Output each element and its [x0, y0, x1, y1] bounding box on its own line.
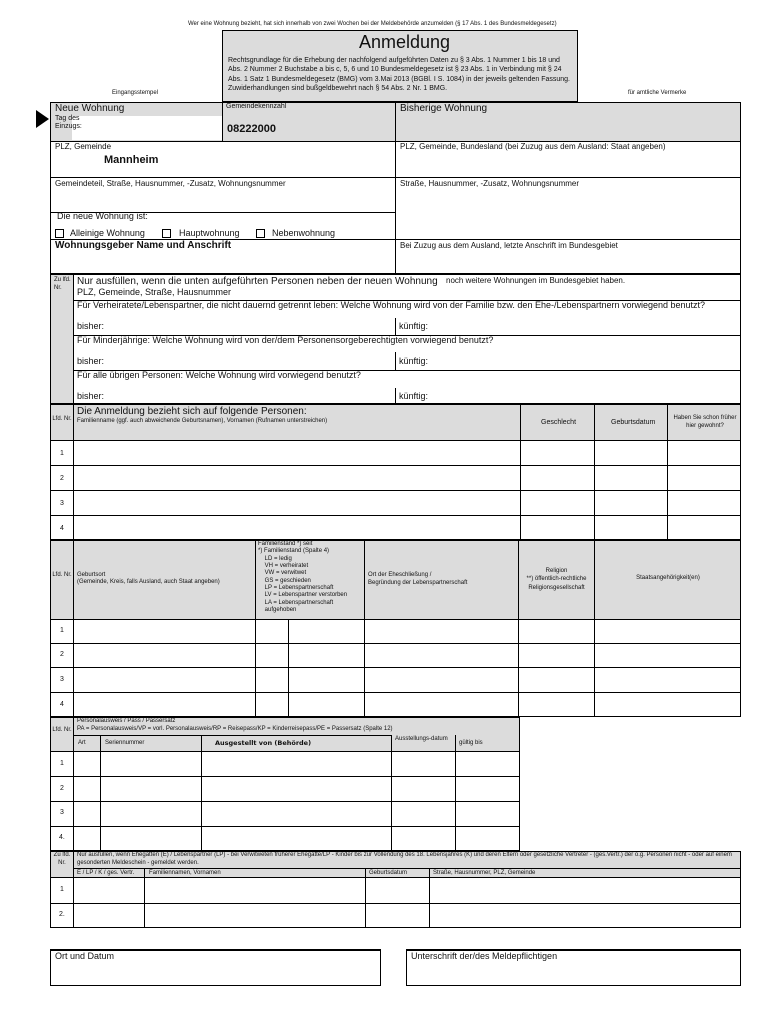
- geburt-row-number: 2: [60, 651, 64, 658]
- neue-wohnung-ist-label: Die neue Wohnung ist:: [57, 211, 148, 221]
- ausweis-lfd-nr: Lfd. Nr.: [52, 727, 72, 733]
- vertreter-row-number: 1: [60, 886, 64, 893]
- ausweis-row-number: 4.: [59, 834, 65, 841]
- personen-title: Die Anmeldung bezieht sich auf folgende Personen:: [77, 406, 307, 417]
- vertreter-col3: Geburtsdatum: [369, 870, 408, 876]
- alleinige-wohnung-checkbox[interactable]: [55, 229, 64, 238]
- neue-wohnung-label: Neue Wohnung: [55, 103, 125, 114]
- personen-subtitle: Familienname (ggf. auch abweichende Geburtsnamen), Vornamen (Rufnamen unterstreichen): [77, 418, 328, 424]
- vertreter-zu-lfd-nr: Zu lfd. Nr.: [53, 852, 71, 866]
- geschlecht-header: Geschlecht: [541, 419, 577, 426]
- plz-strasse-label: PLZ, Gemeinde, Straße, Hausnummer: [77, 287, 232, 297]
- zu-lfd-nr-label: Zu lfd. Nr.: [54, 277, 71, 291]
- religion-header: Religion **) öffentlich-rechtliche Religionsgesellschaft: [526, 568, 587, 591]
- seriennummer-header: Seriennummer: [105, 740, 145, 746]
- geburtsort-header: Geburtsort: [77, 572, 106, 578]
- hauptwohnung-checkbox[interactable]: [162, 229, 171, 238]
- ausweis-row-number: 3: [60, 809, 64, 816]
- geburtsort-sub: (Gemeinde, Kreis, falls Ausland, auch Staat angeben): [77, 579, 220, 585]
- personen-row-number: 2: [60, 475, 64, 482]
- familienstand-header: Familienstand *) seit *) Familienstand (Spalte 4) LD = ledig VH = verheiratet VW = verwitwet GS = geschieden LP = Lebenspartnerschaft LV = Lebenspartner verstorben LA = Lebenspartnerschaft aufgehoben: [258, 541, 348, 613]
- nebenwohnung-checkbox[interactable]: [256, 229, 265, 238]
- neue-gemeinde-value[interactable]: Mannheim: [104, 154, 159, 166]
- ausweis-legend: PA = Personalausweis/VP = vorl. Personalausweis/RP = Reisepass/KP = Kinderreisepass/PE = Passersatz (Spalte 12): [77, 726, 393, 732]
- bisherige-plz-label: PLZ, Gemeinde, Bundesland (bei Zuzug aus dem Ausland: Staat angeben): [400, 142, 666, 151]
- wohnungsgeber-label: Wohnungsgeber Name und Anschrift: [55, 240, 232, 251]
- nur-ausfuellen-label: Nur ausfüllen, wenn die unten aufgeführten Personen neben der neuen Wohnung: [77, 276, 438, 287]
- gueltig-header: gültig bis: [459, 740, 483, 746]
- ausgestellt-header: Ausgestellt von (Behörde): [215, 739, 312, 747]
- geburt-lfd-nr: Lfd. Nr.: [52, 572, 72, 578]
- geburt-row-number: 1: [60, 627, 64, 634]
- bisherige-strasse-label: Straße, Hausnummer, -Zusatz, Wohnungsnummer: [400, 179, 580, 188]
- vertreter-col2: Familiennamen, Vornamen: [149, 870, 221, 876]
- staatsangehoerigkeit-header: Staatsangehörigkeit(en): [636, 575, 700, 581]
- ort-ehe-header: Ort der Eheschließung / Begründung der Lebenspartnerschaft: [368, 572, 468, 586]
- verheiratete-question: Für Verheiratete/Lebenspartner, die nicht dauernd getrennt leben: Welche Wohnung wird von der Familie bzw. den Ehe-/Lebenspartnern vorwiegend benutzt?: [77, 300, 706, 310]
- frueher-header: Haben Sie schon früher hier gewohnt?: [673, 415, 737, 430]
- geburt-row-number: 3: [60, 676, 64, 683]
- header-box: [222, 30, 578, 102]
- ausweis-row-number: 2: [60, 785, 64, 792]
- personen-row-number: 3: [60, 500, 64, 507]
- ausweis-row-number: 1: [60, 760, 64, 767]
- legal-text: Rechtsgrundlage für die Erhebung der nachfolgend aufgeführten Daten zu § 3 Abs. 1 Nummer 1 bis 18 und Abs. 2 Nummer 2 Buchstabe a bis c, 5, 6 und 10 Bundesmeldegesetz ist § 23 Abs. 1 in Verbindung mit § 24 Abs. 1 Satz 1 Bundesmeldegesetz (BMG) vom 3.Mai 2013 (BGBl. I S. 1084) in der jeweils geltenden Fassung. Zuwiderhandlungen sind bußgeldbewehrt nach § 54 Abs. 2 Nr. 1 BMG.: [228, 57, 571, 93]
- personen-lfd-nr: Lfd. Nr.: [52, 416, 72, 422]
- vermerke-label: für amtliche Vermerke: [628, 90, 687, 96]
- neue-strasse-label: Gemeindeteil, Straße, Hausnummer, -Zusatz, Wohnungsnummer: [55, 179, 286, 188]
- kuenftig-label-3: künftig:: [399, 391, 429, 401]
- ort-datum-label: Ort und Datum: [55, 951, 115, 961]
- kuenftig-label-2: künftig:: [399, 356, 429, 366]
- vertreter-col4: Straße, Hausnummer, PLZ, Gemeinde: [433, 870, 536, 876]
- tag-des-einzugs-label: Tag des Einzugs:: [55, 115, 82, 130]
- uebrige-question: Für alle übrigen Personen: Welche Wohnung wird vorwiegend benutzt?: [77, 370, 361, 380]
- ausland-label: Bei Zuzug aus dem Ausland, letzte Anschrift im Bundesgebiet: [400, 241, 618, 250]
- unterschrift-field[interactable]: [406, 949, 741, 986]
- vertreter-text: Nur ausfüllen, wenn Ehegatten (E) / Lebenspartner (LP) - bei Verwitweten früherer Ehegatte/LP - Kinder bis zur Vollendung des 18. Lebensjahres (K) und deren Eltern oder gesetzliche Vertreter - (ges.Vertr.) der o.g. Personen nicht - oder auf einem gesonderten Meldeschein - gemeldet werden.: [77, 852, 732, 866]
- nebenwohnung-label: Nebenwohnung: [272, 228, 336, 238]
- gemeindekennzahl-label: Gemeindekennzahl: [226, 103, 287, 110]
- personen-row-number: 4: [60, 525, 64, 532]
- hauptwohnung-label: Hauptwohnung: [179, 228, 240, 238]
- bisher-label-3: bisher:: [77, 391, 105, 401]
- nur-ausfuellen-suffix: noch weitere Wohnungen im Bundesgebiet haben.: [446, 276, 626, 285]
- bisherige-wohnung-label: Bisherige Wohnung: [400, 103, 488, 114]
- gemeindekennzahl-value[interactable]: 08222000: [227, 123, 276, 135]
- kuenftig-label-1: künftig:: [399, 321, 429, 331]
- arrow-marker-icon: [36, 110, 49, 128]
- personen-row-number: 1: [60, 450, 64, 457]
- eingangsstempel-label: Eingangsstempel: [112, 90, 159, 96]
- bisher-label-1: bisher:: [77, 321, 105, 331]
- alleinige-wohnung-label: Alleinige Wohnung: [70, 228, 145, 238]
- minderjaehrige-question: Für Minderjährige: Welche Wohnung wird von der/dem Personensorgeberechtigten vorwiegend benutzt?: [77, 335, 494, 345]
- art-header: Art: [78, 740, 86, 746]
- top-note: Wer eine Wohnung bezieht, hat sich innerhalb von zwei Wochen bei der Meldebehörde anzumelden (§ 17 Abs. 1 des Bundesmeldegesetz): [188, 21, 557, 27]
- vertreter-col1: E / LP / K / ges. Vertr.: [77, 870, 135, 876]
- page-title: Anmeldung: [359, 32, 451, 52]
- ort-datum-field[interactable]: [50, 949, 381, 986]
- geburt-row-number: 4: [60, 701, 64, 708]
- geburtsdatum-header: Geburtsdatum: [611, 419, 656, 426]
- neue-plz-label: PLZ, Gemeinde: [55, 142, 112, 151]
- ausstellungsdatum-header: Ausstellungs-datum: [395, 736, 448, 742]
- unterschrift-label: Unterschrift der/des Meldepflichtigen: [411, 951, 558, 961]
- ausweis-title: Personalausweis / Pass / Passersatz: [77, 718, 176, 724]
- vertreter-row-number: 2.: [59, 911, 65, 918]
- bisher-label-2: bisher:: [77, 356, 105, 366]
